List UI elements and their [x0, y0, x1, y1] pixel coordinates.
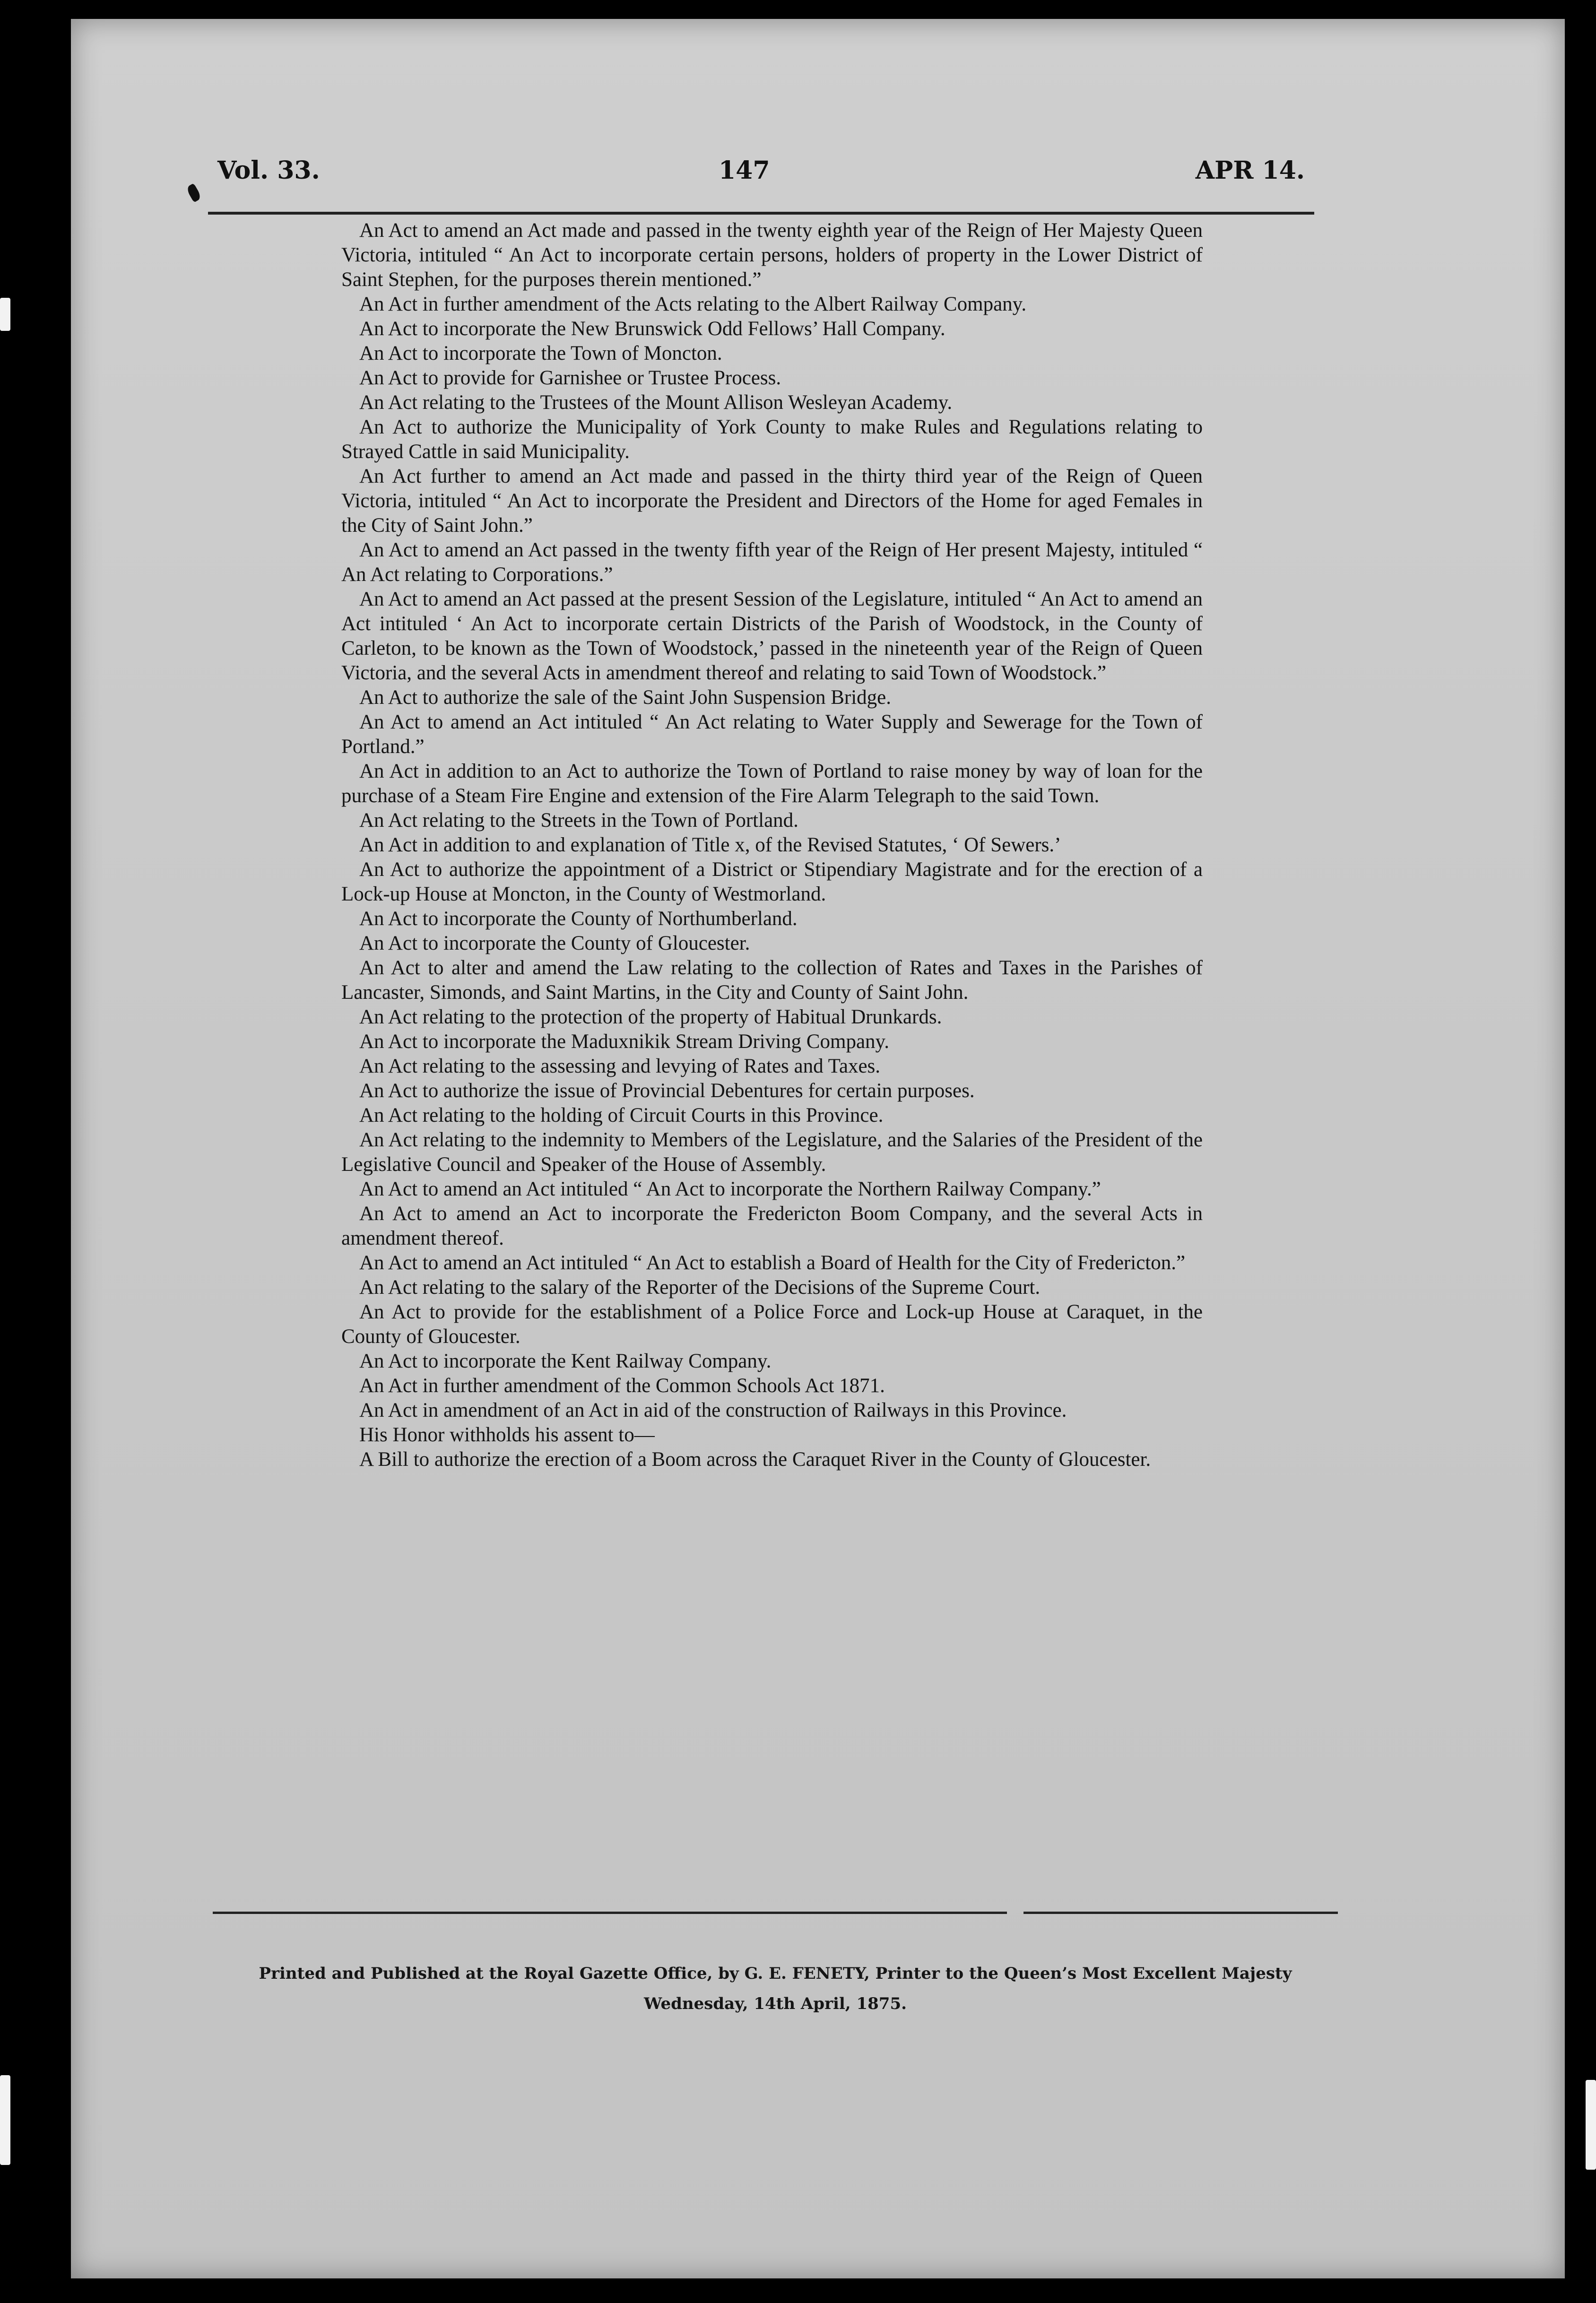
act-paragraph: An Act to amend an Act intituled “ An Act to establish a Board of Health for the City of Fredericton.” — [359, 1252, 1186, 1274]
act-paragraph: An Act to amend an Act intituled “ An Act to incorporate the Northern Railway Company.” — [359, 1178, 1101, 1200]
act-paragraph: An Act to amend an Act made and passed in the twenty eighth year of the Reign of Her Majesty Queen Victoria, intituled “ An Act to incorporate certain persons, holders of property in the Lower District of Saint Stephen, for the purposes therein mentioned.” — [341, 219, 1203, 291]
film-edge-mark — [0, 2075, 10, 2165]
act-paragraph: A Bill to authorize the erection of a Boom across the Caraquet River in the County of Gloucester. — [359, 1448, 1151, 1471]
act-paragraph: An Act to amend an Act passed at the present Session of the Legislature, intituled “ An Act to amend an Act intituled ‘ An Act to incorporate certain Districts of the Parish of Woodstock, in the County of Carleton, to be known as the Town of Woodstock,’ passed in the nineteenth year of the Reign of Queen Victoria, and the several Acts in amendment thereof and relating to said Town of Woodstock.” — [341, 588, 1203, 684]
act-paragraph: An Act to amend an Act intituled “ An Act relating to Water Supply and Sewerage for the Town of Portland.” — [341, 711, 1203, 758]
header-rule — [208, 212, 1314, 215]
act-paragraph: An Act to provide for Garnishee or Trustee Process. — [359, 367, 781, 389]
act-paragraph: An Act relating to the assessing and levying of Rates and Taxes. — [359, 1055, 881, 1077]
footer-rule — [1024, 1912, 1338, 1914]
act-paragraph: An Act to alter and amend the Law relating to the collection of Rates and Taxes in the Parishes of Lancaster, Simonds, and Saint Martins, in the City and County of Saint John. — [341, 957, 1203, 1004]
act-paragraph: An Act relating to the Trustees of the Mount Allison Wesleyan Academy. — [359, 391, 953, 414]
act-paragraph: An Act in further amendment of the Acts relating to the Albert Railway Company. — [359, 293, 1027, 315]
act-paragraph: An Act to incorporate the New Brunswick Odd Fellows’ Hall Company. — [359, 318, 945, 340]
act-paragraph: An Act further to amend an Act made and passed in the thirty third year of the Reign of Queen Victoria, intituled “ An Act to incorporate the President and Directors of the Home for aged Females in the City of Saint John.” — [341, 465, 1203, 537]
issue-date: APR 14. — [1195, 156, 1305, 185]
act-paragraph: An Act to authorize the Municipality of York County to make Rules and Regulations relating to Strayed Cattle in said Municipality. — [341, 416, 1203, 463]
act-paragraph: An Act to authorize the appointment of a District or Stipendiary Magistrate and for the erection of a Lock-up House at Moncton, in the County of Westmorland. — [341, 858, 1203, 905]
page-number: 147 — [719, 156, 770, 185]
act-paragraph: An Act in addition to an Act to authorize the Town of Portland to raise money by way of loan for the purchase of a Steam Fire Engine and extension of the Fire Alarm Telegraph to the said Town. — [341, 760, 1203, 807]
act-paragraph: An Act to incorporate the County of Northumberland. — [359, 908, 798, 930]
imprint-date: Wednesday, 14th April, 1875. — [644, 1994, 907, 2013]
act-paragraph: An Act to provide for the establishment of a Police Force and Lock-up House at Caraquet, in the County of Gloucester. — [341, 1301, 1203, 1348]
act-paragraph: An Act to authorize the sale of the Saint John Suspension Bridge. — [359, 686, 891, 709]
volume-number: Vol. 33. — [217, 156, 320, 185]
act-paragraph: An Act in amendment of an Act in aid of the construction of Railways in this Province. — [359, 1399, 1067, 1421]
film-edge-mark — [0, 298, 10, 331]
act-paragraph: An Act relating to the protection of the property of Habitual Drunkards. — [359, 1006, 942, 1028]
act-paragraph: An Act to incorporate the Kent Railway Company. — [359, 1350, 772, 1372]
footer-rule — [213, 1912, 1007, 1914]
act-paragraph: An Act to incorporate the County of Gloucester. — [359, 932, 750, 954]
page-header — [217, 156, 1305, 194]
printer-imprint — [189, 1962, 1362, 2016]
act-paragraph: An Act relating to the holding of Circuit Courts in this Province. — [359, 1104, 884, 1126]
act-paragraph: An Act to amend an Act passed in the twenty fifth year of the Reign of Her present Majesty, intituled “ An Act relating to Corporations.” — [341, 539, 1203, 586]
act-paragraph: An Act in further amendment of the Common Schools Act 1871. — [359, 1375, 885, 1397]
acts-list — [341, 218, 1203, 1472]
act-paragraph: An Act relating to the indemnity to Members of the Legislature, and the Salaries of the President of the Legislative Council and Speaker of the House of Assembly. — [341, 1129, 1203, 1176]
act-paragraph: An Act to incorporate the Maduxnikik Stream Driving Company. — [359, 1030, 889, 1053]
act-paragraph: An Act relating to the Streets in the Town of Portland. — [359, 809, 798, 831]
act-paragraph: An Act relating to the salary of the Reporter of the Decisions of the Supreme Court. — [359, 1276, 1041, 1299]
act-paragraph: An Act in addition to and explanation of Title x, of the Revised Statutes, ‘ Of Sewers.’ — [359, 834, 1061, 856]
act-paragraph: An Act to amend an Act to incorporate the Fredericton Boom Company, and the several Acts in amendment thereof. — [341, 1203, 1203, 1249]
act-paragraph: An Act to authorize the issue of Provincial Debentures for certain purposes. — [359, 1080, 975, 1102]
act-paragraph: His Honor withholds his assent to— — [359, 1424, 655, 1446]
imprint-line: Printed and Published at the Royal Gazette Office, by G. E. FENETY, Printer to the Queen’s Most Excellent Majesty — [259, 1964, 1292, 1983]
film-edge-mark — [1586, 2080, 1596, 2170]
act-paragraph: An Act to incorporate the Town of Moncton. — [359, 342, 722, 364]
